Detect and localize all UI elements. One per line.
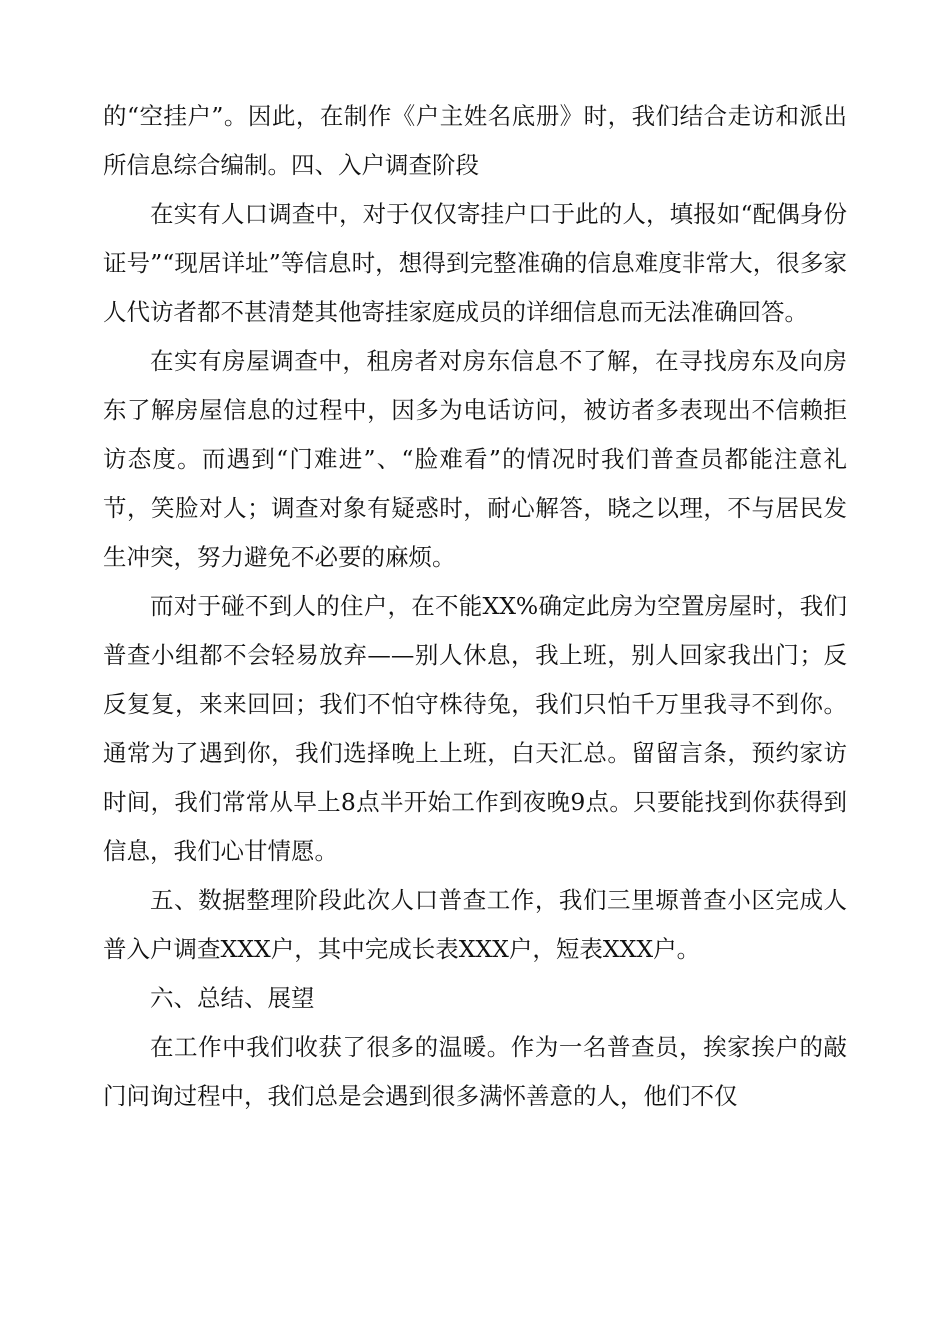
paragraph-data-processing: 五、数据整理阶段此次人口普查工作，我们三里塬普查小区完成人普入户调查XXX户，其中完成长表XXX户，短表XXX户。 [103, 886, 847, 963]
document-body [103, 92, 847, 1121]
paragraph-housing-survey: 在实有房屋调查中，租房者对房东信息不了解，在寻找房东及向房东了解房屋信息的过程中，因多为电话访问，被访者多表现出不信赖拒访态度。而遇到“门难进”、“脸难看”的情况时我们普查员都能注意礼节，笑脸对人；调查对象有疑惑时，耐心解答，晓之以理，不与居民发生冲突，努力避免不必要的麻烦。 [103, 347, 847, 571]
paragraph-continuation: 的“空挂户”。因此，在制作《户主姓名底册》时，我们结合走访和派出所信息综合编制。四、入户调查阶段 [103, 102, 847, 179]
paragraph-summary: 在工作中我们收获了很多的温暖。作为一名普查员，挨家挨户的敲门问询过程中，我们总是会遇到很多满怀善意的人，他们不仅 [103, 1033, 847, 1110]
paragraph-unreachable-households: 而对于碰不到人的住户，在不能XX%确定此房为空置房屋时，我们普查小组都不会轻易放弃——别人休息，我上班，别人回家我出门；反反复复，来来回回；我们不怕守株待兔，我们只怕千万里我寻不到你。通常为了遇到你，我们选择晚上上班，白天汇总。留留言条，预约家访时间，我们常常从早上8点半开始工作到夜晚9点。只要能找到你获得到信息，我们心甘情愿。 [103, 592, 847, 865]
paragraph-population-survey: 在实有人口调查中，对于仅仅寄挂户口于此的人，填报如“配偶身份证号”“现居详址”等信息时，想得到完整准确的信息难度非常大，很多家人代访者都不甚清楚其他寄挂家庭成员的详细信息而无法准确回答。 [103, 200, 847, 326]
section-heading-summary: 六、总结、展望 [150, 984, 315, 1012]
